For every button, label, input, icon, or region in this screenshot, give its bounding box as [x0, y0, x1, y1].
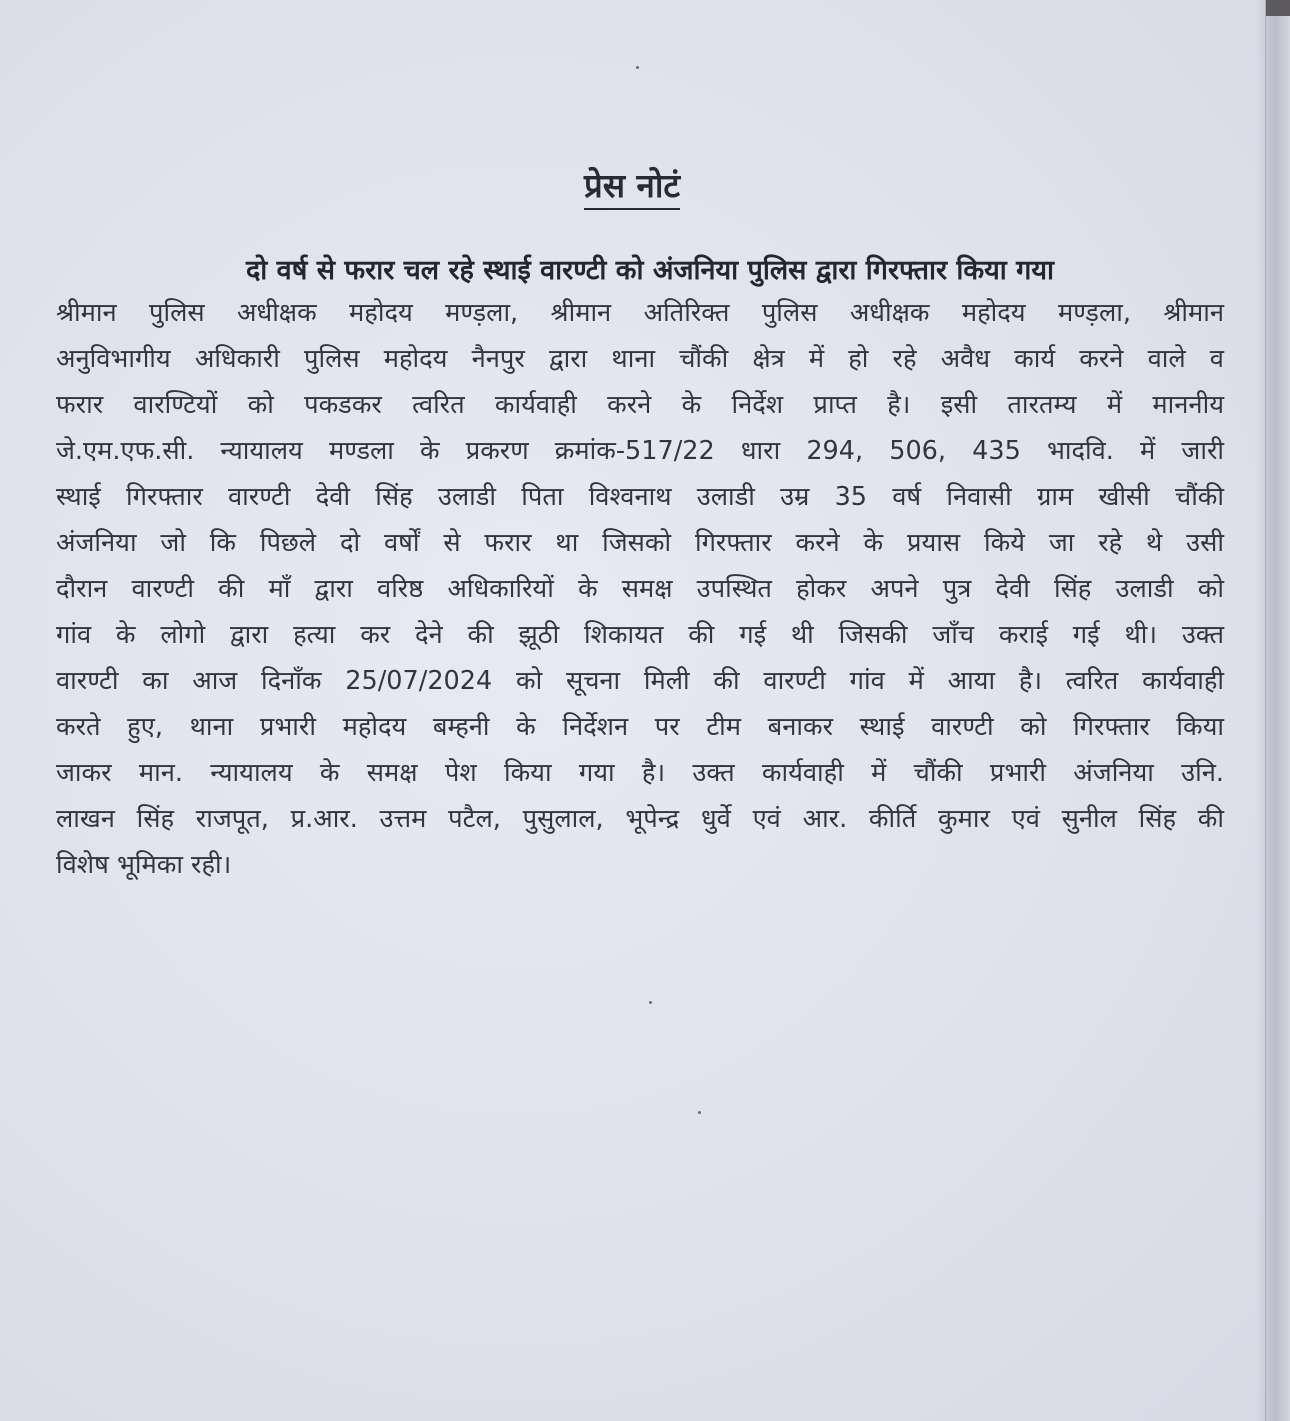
body-line: जे.एम.एफ.सी. न्यायालय मण्डला के प्रकरण क्रमांक-517/22 धारा 294, 506, 435 भादवि. में जारी: [56, 436, 1224, 466]
body-line: दौरान वारण्टी की माँ द्वारा वरिष्ठ अधिकारियों के समक्ष उपस्थित होकर अपने पुत्र देवी सिंह उलाडी को: [56, 574, 1224, 604]
body-line: विशेष भूमिका रही।: [56, 850, 232, 880]
body-line: अंजनिया जो कि पिछले दो वर्षों से फरार था जिसको गिरफ्तार करने के प्रयास किये जा रहे थे उसी: [56, 528, 1224, 558]
body-line: फरार वारण्टियों को पकडकर त्वरित कार्यवाही करने के निर्देश प्राप्त है। इसी तारतम्य में माननीय: [56, 390, 1224, 420]
page-title-text: प्रेस नोटं: [584, 166, 680, 210]
body-text: [56, 294, 1224, 892]
body-line: गांव के लोगो द्वारा हत्या कर देने की झूठी शिकायत की गई थी जिसकी जाँच कराई गई थी। उक्त: [56, 620, 1224, 650]
body-line: अनुविभागीय अधिकारी पुलिस महोदय नैनपुर द्वारा थाना चौंकी क्षेत्र में हो रहे अवैध कार्य करने वाले व: [56, 344, 1224, 374]
page-title: [0, 162, 1264, 207]
body-line: लाखन सिंह राजपूत, प्र.आर. उत्तम पटैल, पुसुलाल, भूपेन्द्र धुर्वे एवं आर. कीर्ति कुमार एवं सुनील सिंह की: [56, 804, 1224, 834]
body-line: वारण्टी का आज दिनाँक 25/07/2024 को सूचना मिली की वारण्टी गांव में आया है। त्वरित कार्यवाही: [56, 666, 1224, 696]
background-corner: [1266, 0, 1290, 16]
page-edge: [1265, 0, 1290, 1421]
body-line: श्रीमान पुलिस अधीक्षक महोदय मण्ड़ला, श्रीमान अतिरिक्त पुलिस अधीक्षक महोदय मण्ड़ला, श्रीमान: [56, 298, 1224, 328]
body-line: करते हुए, थाना प्रभारी महोदय बम्हनी के निर्देशन पर टीम बनाकर स्थाई वारण्टी को गिरफ्तार किया: [56, 712, 1224, 742]
headline: दो वर्ष से फरार चल रहे स्थाई वारण्टी को अंजनिया पुलिस द्वारा गिरफ्तार किया गया: [245, 255, 1055, 286]
speck: [636, 66, 639, 69]
body-line: जाकर मान. न्यायालय के समक्ष पेश किया गया है। उक्त कार्यवाही में चौंकी प्रभारी अंजनिया उनि.: [56, 758, 1224, 788]
speck: [698, 1111, 701, 1114]
body-line: स्थाई गिरफ्तार वारण्टी देवी सिंह उलाडी पिता विश्वनाथ उलाडी उम्र 35 वर्ष निवासी ग्राम खीसी चौंकी: [56, 482, 1224, 512]
speck: [649, 1001, 652, 1004]
